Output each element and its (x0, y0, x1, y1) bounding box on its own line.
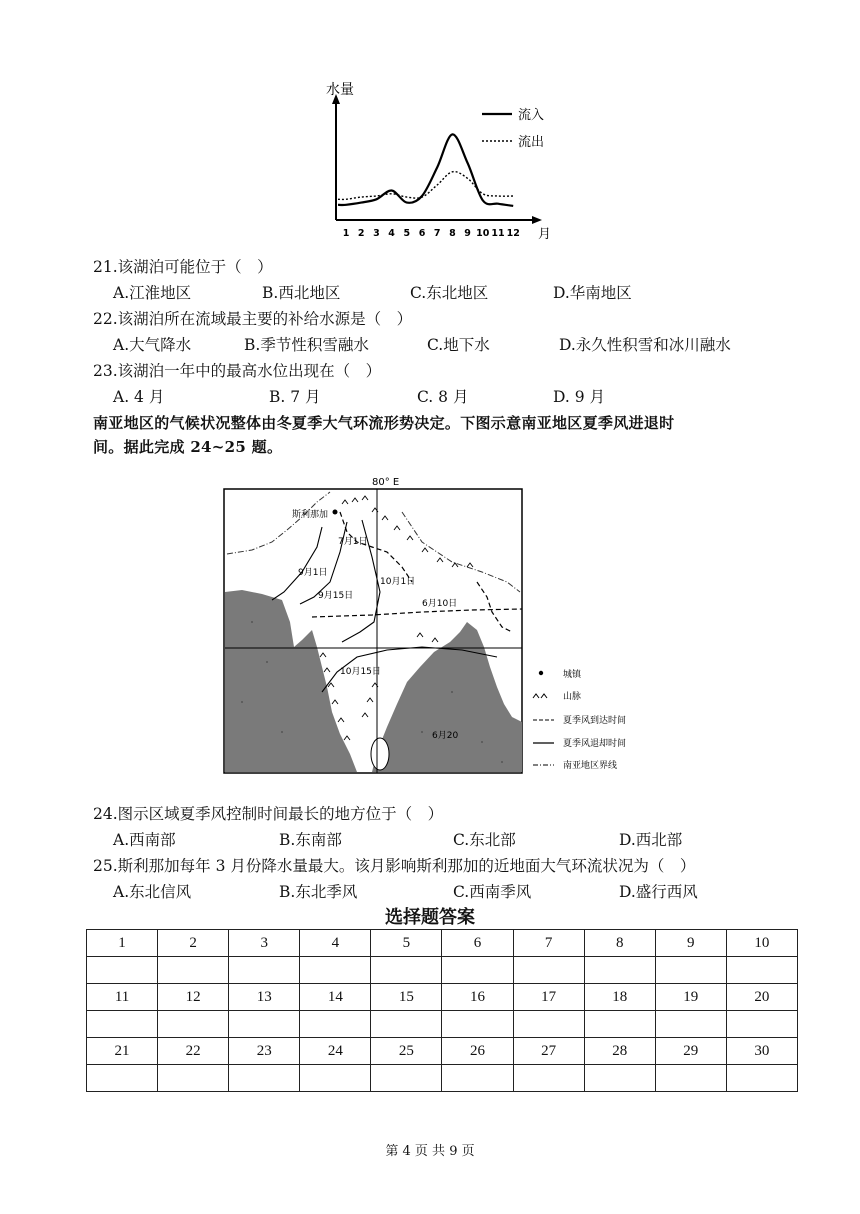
question-number-cell: 25 (371, 1038, 442, 1065)
question-number-cell: 10 (726, 930, 797, 957)
answer-blank-cell[interactable] (87, 957, 158, 984)
q21-option-a: A.江淮地区 (113, 284, 192, 302)
legend-boundary: 南亚地区界线 (563, 761, 618, 771)
series-line-outflow (338, 172, 513, 200)
q24-option-c: C.东北部 (453, 831, 516, 849)
month-tick-label: 3 (373, 228, 380, 239)
month-tick-label: 10 (476, 228, 490, 239)
month-tick-label: 9 (464, 228, 471, 239)
month-tick-label: 6 (418, 228, 426, 239)
q24-option-b: B.东南部 (279, 831, 342, 849)
meridian-label: 80° E (372, 477, 400, 488)
question-number-cell: 22 (158, 1038, 229, 1065)
q25-option-a: A.东北信风 (113, 883, 192, 901)
intro-line-1: 南亚地区的气候状况整体由冬夏季大气环流形势决定。下图示意南亚地区夏季风进退时 (93, 414, 675, 432)
intro-line-2: 间。据此完成 24~25 题。 (93, 438, 283, 456)
answer-blank-cell[interactable] (655, 1065, 726, 1092)
question-number-cell: 29 (655, 1038, 726, 1065)
question-number-cell: 3 (229, 930, 300, 957)
question-number-cell: 21 (87, 1038, 158, 1065)
answer-blank-cell[interactable] (371, 1065, 442, 1092)
question-number-cell: 24 (300, 1038, 371, 1065)
question-number-cell: 4 (300, 930, 371, 957)
question-number-cell: 19 (655, 984, 726, 1011)
month-tick-label: 1 (342, 228, 350, 239)
answer-blank-cell[interactable] (513, 1065, 584, 1092)
question-number-cell: 5 (371, 930, 442, 957)
question-number-cell: 13 (229, 984, 300, 1011)
question-number-cell: 2 (158, 930, 229, 957)
question-number-cell: 17 (513, 984, 584, 1011)
question-24: 24.图示区域夏季风控制时间最长的地方位于（ ） (93, 805, 444, 823)
answer-blank-cell[interactable] (442, 1065, 513, 1092)
answer-blank-cell[interactable] (300, 957, 371, 984)
question-number-cell: 1 (87, 930, 158, 957)
y-axis-label: 水量 (326, 82, 354, 98)
answer-blank-cell[interactable] (442, 1011, 513, 1038)
q23-option-b: B. 7 月 (269, 388, 321, 406)
answer-blank-cell[interactable] (655, 1011, 726, 1038)
question-23: 23.该湖泊一年中的最高水位出现在（ ） (93, 362, 382, 380)
answer-blank-cell[interactable] (371, 957, 442, 984)
label-sep-1: 9月1日 (298, 568, 328, 578)
answer-blank-cell[interactable] (371, 1011, 442, 1038)
legend-arrival: 夏季风到达时间 (563, 716, 627, 726)
label-july-1: 7月1日 (338, 537, 368, 547)
q24-option-d: D.西北部 (619, 831, 683, 849)
q22-option-a: A.大气降水 (113, 336, 192, 354)
question-number-cell: 6 (442, 930, 513, 957)
question-number-cell: 11 (87, 984, 158, 1011)
answer-table-title: 选择题答案 (385, 907, 475, 928)
q24-option-a: A.西南部 (113, 831, 176, 849)
answer-blank-cell[interactable] (300, 1065, 371, 1092)
answer-blank-cell[interactable] (158, 1011, 229, 1038)
month-tick-label: 11 (491, 228, 505, 239)
question-number-cell: 20 (726, 984, 797, 1011)
legend-city: 城镇 (563, 670, 582, 680)
question-21: 21.该湖泊可能位于（ ） (93, 258, 273, 276)
label-june-10: 6月10日 (422, 599, 458, 609)
q21-option-d: D.华南地区 (553, 284, 632, 302)
question-number-cell: 9 (655, 930, 726, 957)
answer-blank-row (87, 1011, 798, 1038)
label-sep-15: 9月15日 (318, 591, 354, 601)
answer-blank-cell[interactable] (229, 1011, 300, 1038)
label-srinagar: 斯利那加 (292, 510, 329, 520)
question-22: 22.该湖泊所在流域最主要的补给水源是（ ） (93, 310, 413, 328)
page-footer: 第 4 页 共 9 页 (385, 1144, 475, 1159)
x-axis-unit: 月 (538, 227, 552, 242)
label-oct-1: 10月1日 (380, 577, 416, 587)
answer-blank-cell[interactable] (584, 1011, 655, 1038)
question-number-cell: 30 (726, 1038, 797, 1065)
answer-blank-cell[interactable] (513, 957, 584, 984)
question-number-cell: 7 (513, 930, 584, 957)
answer-blank-row (87, 957, 798, 984)
south-asia-monsoon-map (222, 472, 632, 776)
month-tick-label: 2 (357, 228, 365, 239)
q22-option-b: B.季节性积雪融水 (244, 336, 369, 354)
question-number-cell: 28 (584, 1038, 655, 1065)
question-number-cell: 27 (513, 1038, 584, 1065)
q23-option-c: C. 8 月 (417, 388, 469, 406)
month-tick-label: 7 (433, 228, 441, 239)
map-legend (533, 668, 626, 771)
question-number-cell: 15 (371, 984, 442, 1011)
q25-option-c: C.西南季风 (453, 883, 532, 901)
answer-blank-cell[interactable] (726, 1011, 797, 1038)
q25-option-d: D.盛行西风 (619, 883, 698, 901)
answer-blank-row (87, 1065, 798, 1092)
legend-outflow: 流出 (518, 135, 545, 150)
sri-lanka (371, 738, 389, 770)
answer-blank-cell[interactable] (87, 1065, 158, 1092)
question-number-cell: 14 (300, 984, 371, 1011)
question-number-cell: 12 (158, 984, 229, 1011)
answer-number-row (87, 1038, 798, 1065)
answer-blank-cell[interactable] (229, 957, 300, 984)
label-oct-15: 10月15日 (340, 667, 381, 677)
question-number-cell: 23 (229, 1038, 300, 1065)
x-axis-arrow (532, 216, 542, 224)
legend-retreat: 夏季风退却时间 (563, 739, 627, 749)
answer-blank-cell[interactable] (726, 957, 797, 984)
answer-blank-cell[interactable] (300, 1011, 371, 1038)
answer-blank-cell[interactable] (513, 1011, 584, 1038)
month-tick-label: 8 (449, 228, 456, 239)
q21-option-c: C.东北地区 (410, 284, 489, 302)
legend-mountain: 山脉 (563, 692, 582, 702)
q25-option-b: B.东北季风 (279, 883, 358, 901)
legend-inflow: 流入 (518, 108, 545, 123)
answer-blank-cell[interactable] (442, 957, 513, 984)
label-june-20: 6月20 (432, 731, 459, 741)
answer-number-row (87, 984, 798, 1011)
answer-blank-cell[interactable] (158, 1065, 229, 1092)
answer-blank-cell[interactable] (229, 1065, 300, 1092)
question-number-cell: 26 (442, 1038, 513, 1065)
answer-blank-cell[interactable] (87, 1011, 158, 1038)
answer-table (86, 929, 798, 1092)
question-number-cell: 18 (584, 984, 655, 1011)
answer-blank-cell[interactable] (726, 1065, 797, 1092)
month-tick-label: 12 (506, 228, 520, 239)
answer-blank-cell[interactable] (655, 957, 726, 984)
question-25: 25.斯利那加每年 3 月份降水量最大。该月影响斯利那加的近地面大气环流状况为（ ） (93, 857, 696, 875)
q23-option-a: A. 4 月 (113, 388, 165, 406)
answer-blank-cell[interactable] (584, 1065, 655, 1092)
month-tick-label: 5 (403, 228, 411, 239)
answer-blank-cell[interactable] (158, 957, 229, 984)
city-marker (333, 510, 338, 515)
question-number-cell: 16 (442, 984, 513, 1011)
q22-option-c: C.地下水 (427, 336, 490, 354)
month-tick-label: 4 (388, 228, 395, 239)
q23-option-d: D. 9 月 (553, 388, 606, 406)
answer-number-row (87, 930, 798, 957)
question-number-cell: 8 (584, 930, 655, 957)
q21-option-b: B.西北地区 (262, 284, 341, 302)
answer-blank-cell[interactable] (584, 957, 655, 984)
q22-option-d: D.永久性积雪和冰川融水 (559, 336, 731, 354)
lake-water-chart (322, 78, 562, 246)
